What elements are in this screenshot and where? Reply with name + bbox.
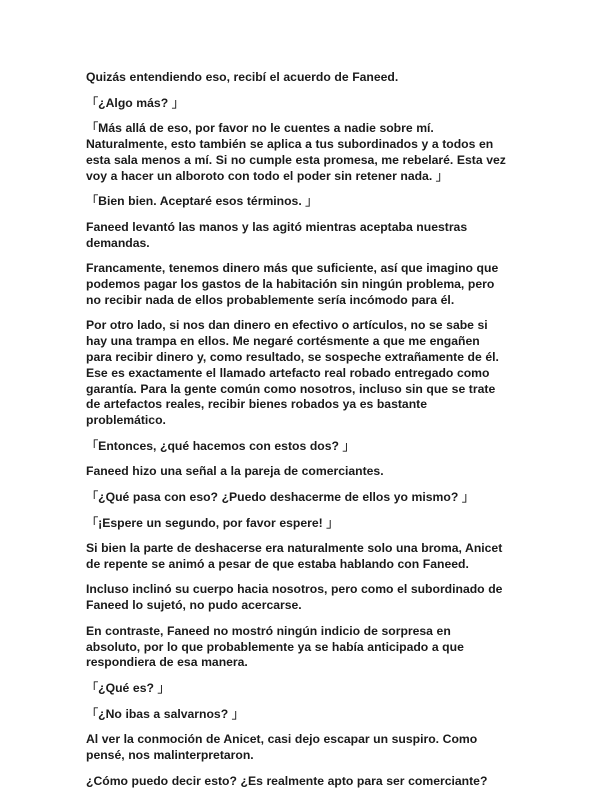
dialogue-line: 「¿Qué pasa con eso? ¿Puedo deshacerme de ellos yo mismo? 」 bbox=[86, 489, 475, 504]
paragraph: Por otro lado, si nos dan dinero en efectivo o artículos, no se sabe si hay una trampa en ellos. Me negaré cortésmente a que me engañen para recibir dinero y, como resultado, se sospeche extrañamente de él. Ese es exactamente el llamado artefacto real robado entregado como garantía. Para la gente común como nosotros, incluso sin que se trate de artefactos reales, recibir bienes robados ya es bastante problemático. bbox=[86, 318, 499, 428]
paragraph: Francamente, tenemos dinero más que suficiente, así que imagino que podemos pagar los gastos de la habitación sin ningún problema, pero no recibir nada de ellos probablemente sería incómodo para él. bbox=[86, 261, 499, 307]
paragraph: ¿Cómo puedo decir esto? ¿Es realmente apto para ser comerciante? bbox=[86, 773, 488, 788]
paragraph: Incluso inclinó su cuerpo hacia nosotros, pero como el subordinado de Faneed lo sujetó, no pudo acercarse. bbox=[86, 582, 503, 613]
dialogue-line: 「¿Algo más? 」 bbox=[86, 95, 184, 110]
dialogue-line: 「¿No ibas a salvarnos? 」 bbox=[86, 706, 244, 721]
paragraph: En contraste, Faneed no mostró ningún indicio de sorpresa en absoluto, por lo que probablemente ya se había anticipado a que respondiera de esa manera. bbox=[86, 623, 464, 670]
paragraph: Si bien la parte de deshacerse era naturalmente solo una broma, Anicet de repente se animó a pesar de que estaba hablando con Faneed. bbox=[86, 541, 503, 571]
paragraph: Faneed levantó las manos y las agitó mientras aceptaba nuestras demandas. bbox=[86, 219, 468, 250]
dialogue-line: 「¿Qué es? 」 bbox=[86, 681, 170, 696]
paragraph: Quizás entendiendo eso, recibí el acuerdo de Faneed. bbox=[86, 70, 399, 84]
dialogue-line: 「Bien bien. Aceptaré esos términos. 」 bbox=[86, 194, 318, 209]
dialogue-line: 「Más allá de eso, por favor no le cuentes a nadie sobre mí. Naturalmente, esto también se aplica a tus subordinados y a todos en esta sala menos a mí. Si no cumple esta promesa, me rebelaré. Esta vez voy a hacer un alboroto con todo el poder sin retener nada. 」 bbox=[86, 121, 506, 183]
paragraph: Al ver la conmoción de Anicet, casi dejo escapar un suspiro. Como pensé, nos malinterpretaron. bbox=[86, 732, 478, 763]
paragraph: Faneed hizo una señal a la pareja de comerciantes. bbox=[86, 464, 384, 479]
dialogue-line: 「Entonces, ¿qué hacemos con estos dos? 」 bbox=[86, 438, 355, 453]
dialogue-line: 「¡Espere un segundo, por favor espere! 」 bbox=[86, 515, 339, 530]
